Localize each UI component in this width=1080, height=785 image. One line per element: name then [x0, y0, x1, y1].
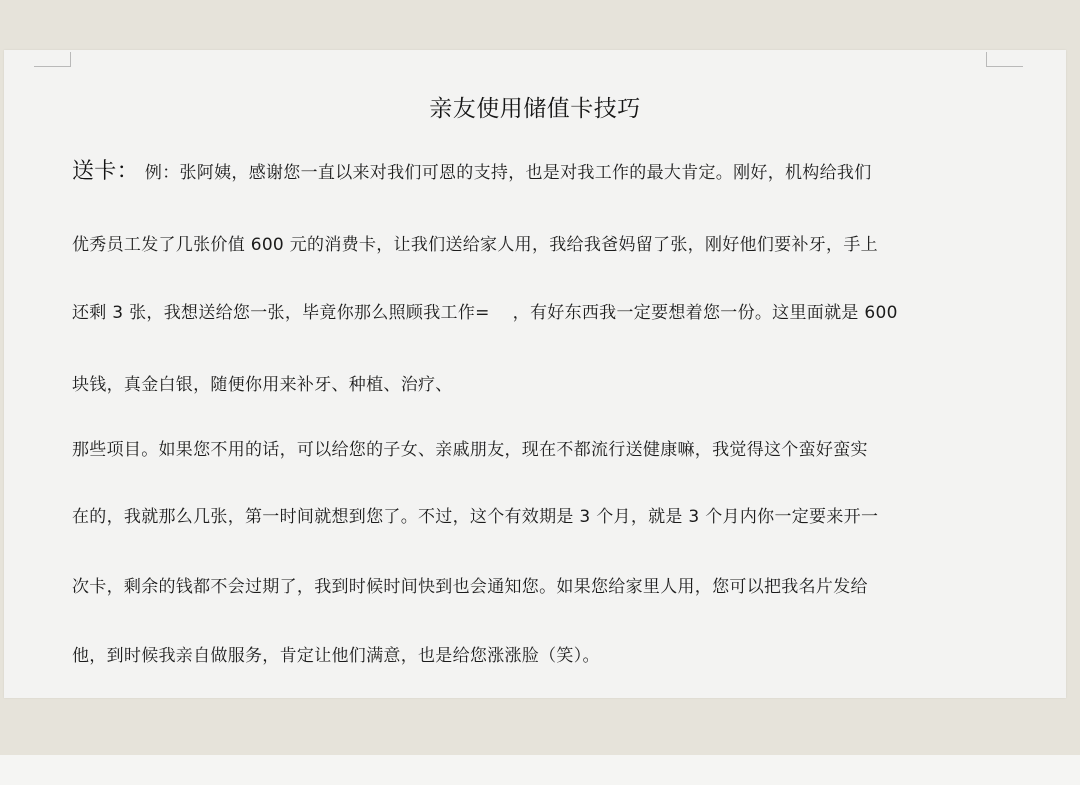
document-page [4, 50, 1066, 698]
page-corner-mark-left [34, 52, 71, 67]
document-title: 亲友使用储值卡技巧 [429, 96, 641, 122]
paragraph-line-3: 还剩 3 张，我想送给您一张，毕竟你那么照顾我工作= ，有好东西我一定要想着您一份。这里面就是 600 [72, 303, 898, 323]
paragraph-line-6: 在的，我就那么几张，第一时间就想到您了。不过，这个有效期是 3 个月，就是 3 个月内你一定要来开一 [72, 507, 879, 527]
section-label: 送卡： [72, 159, 139, 184]
line-text: 例：张阿姨，感谢您一直以来对我们可恩的支持，也是对我工作的最大肯定。刚好，机构给我们 [144, 163, 872, 183]
paragraph-line-7: 次卡，剩余的钱都不会过期了，我到时候时间快到也会通知您。如果您给家里人用，您可以把我名片发给 [72, 577, 868, 597]
bottom-margin [0, 755, 1080, 785]
paragraph-line-8: 他，到时候我亲自做服务，肯定让他们满意，也是给您涨涨脸（笑）。 [72, 646, 600, 666]
paragraph-line-5: 那些项目。如果您不用的话，可以给您的子女、亲戚朋友，现在不都流行送健康嘛，我觉得这个蛮好蛮实 [72, 440, 868, 460]
paragraph-line-1 [72, 154, 1032, 185]
paragraph-line-2: 优秀员工发了几张价值 600 元的消费卡，让我们送给家人用，我给我爸妈留了张，刚好他们要补牙，手上 [72, 235, 878, 255]
paragraph-line-4: 块钱，真金白银，随便你用来补牙、种植、治疗、 [72, 375, 453, 395]
page-corner-mark-right [986, 52, 1023, 67]
